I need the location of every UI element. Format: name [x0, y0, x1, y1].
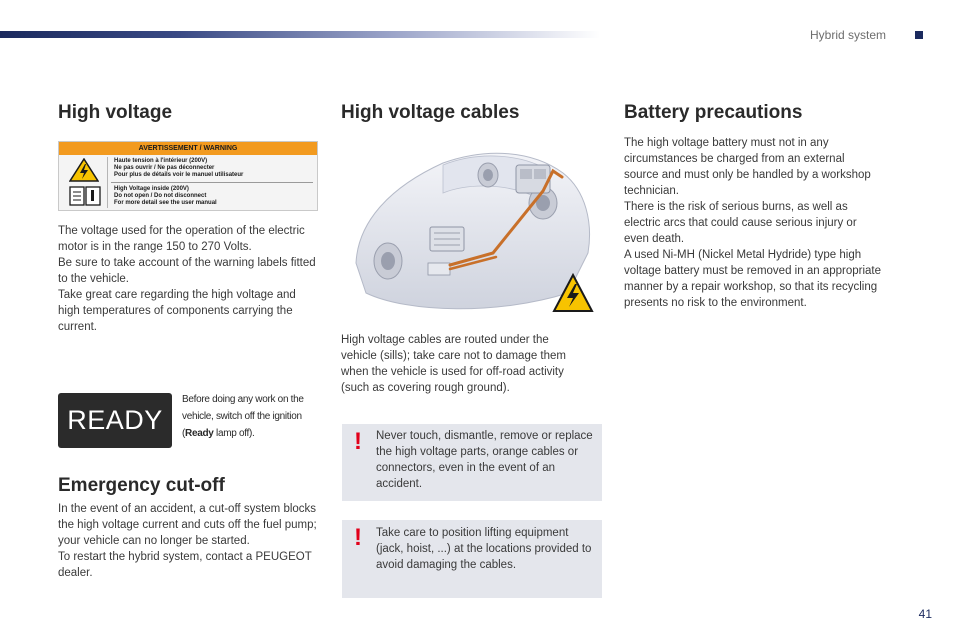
emergency-cutoff-heading: Emergency cut-off — [58, 475, 225, 496]
high-voltage-heading: High voltage — [58, 102, 173, 123]
user-manual-icon — [69, 185, 101, 207]
warning-label-header: AVERTISSEMENT / WARNING — [59, 142, 317, 155]
exclamation-icon: ! — [354, 524, 362, 551]
warning-label-image — [58, 141, 318, 211]
exclamation-icon: ! — [354, 428, 362, 455]
page-number: 41 — [918, 607, 932, 621]
warning-note-touch — [342, 424, 602, 501]
ready-note: Before doing any work on the vehicle, switch off the ignition (Ready lamp off). — [182, 394, 304, 439]
section-title: Hybrid system — [809, 28, 886, 42]
square-bullet-icon — [915, 31, 923, 39]
warning-label-separator — [107, 157, 108, 208]
high-voltage-cables-text: High voltage cables are routed under the vehicle (sills); take care not to damage them when the vehicle is used for off-road activity (such as covering rough ground). — [341, 334, 566, 394]
warning-label-french: Haute tension à l'intérieur (200V) Ne pas ouvrir / Ne pas déconnecter Pour plus de détails voir le manuel utilisateur — [114, 158, 244, 178]
ready-lamp-image: READY — [58, 393, 172, 448]
warning-note-text: Take care to position lifting equipment (jack, hoist, ...) at the locations provided to avoid damaging the cables. — [376, 527, 592, 571]
high-voltage-text: The voltage used for the operation of the electric motor is in the range 150 to 270 Volts. Be sure to take account of the warning labels fitted to the vehicle. Take great care regarding the high voltage and high temperatures of components carrying the current. — [58, 225, 316, 333]
warning-label-divider — [111, 182, 313, 183]
header-gradient-bar — [0, 31, 600, 38]
warning-note-text: Never touch, dismantle, remove or replace the high voltage parts, orange cables or connectors, even in the event of an accident. — [376, 430, 593, 490]
high-voltage-warning-icon — [69, 158, 99, 182]
warning-label-english: High Voltage inside (200V) Do not open / Do not disconnect For more detail see the user manual — [114, 186, 217, 206]
battery-precautions-heading: Battery precautions — [624, 102, 803, 123]
warning-note-lifting — [342, 520, 602, 598]
car-cutaway-illustration — [348, 143, 596, 321]
emergency-cutoff-text: In the event of an accident, a cut-off system blocks the high voltage current and cuts off the fuel pump; your vehicle can no longer be started. To restart the hybrid system, contact a PEUGEOT dealer. — [58, 503, 317, 579]
battery-precautions-text: The high voltage battery must not in any circumstances be charged from an external source and must only be handled by a workshop technician. There is the risk of serious burns, as well as electric arcs that could cause serious injury or even death. A used Ni-MH (Nickel Metal Hydride) type high voltage battery must be removed in an appropriate manner by a repair workshop, so that its recycling presents no risk to the environment. — [624, 137, 881, 309]
high-voltage-cables-heading: High voltage cables — [341, 102, 520, 123]
